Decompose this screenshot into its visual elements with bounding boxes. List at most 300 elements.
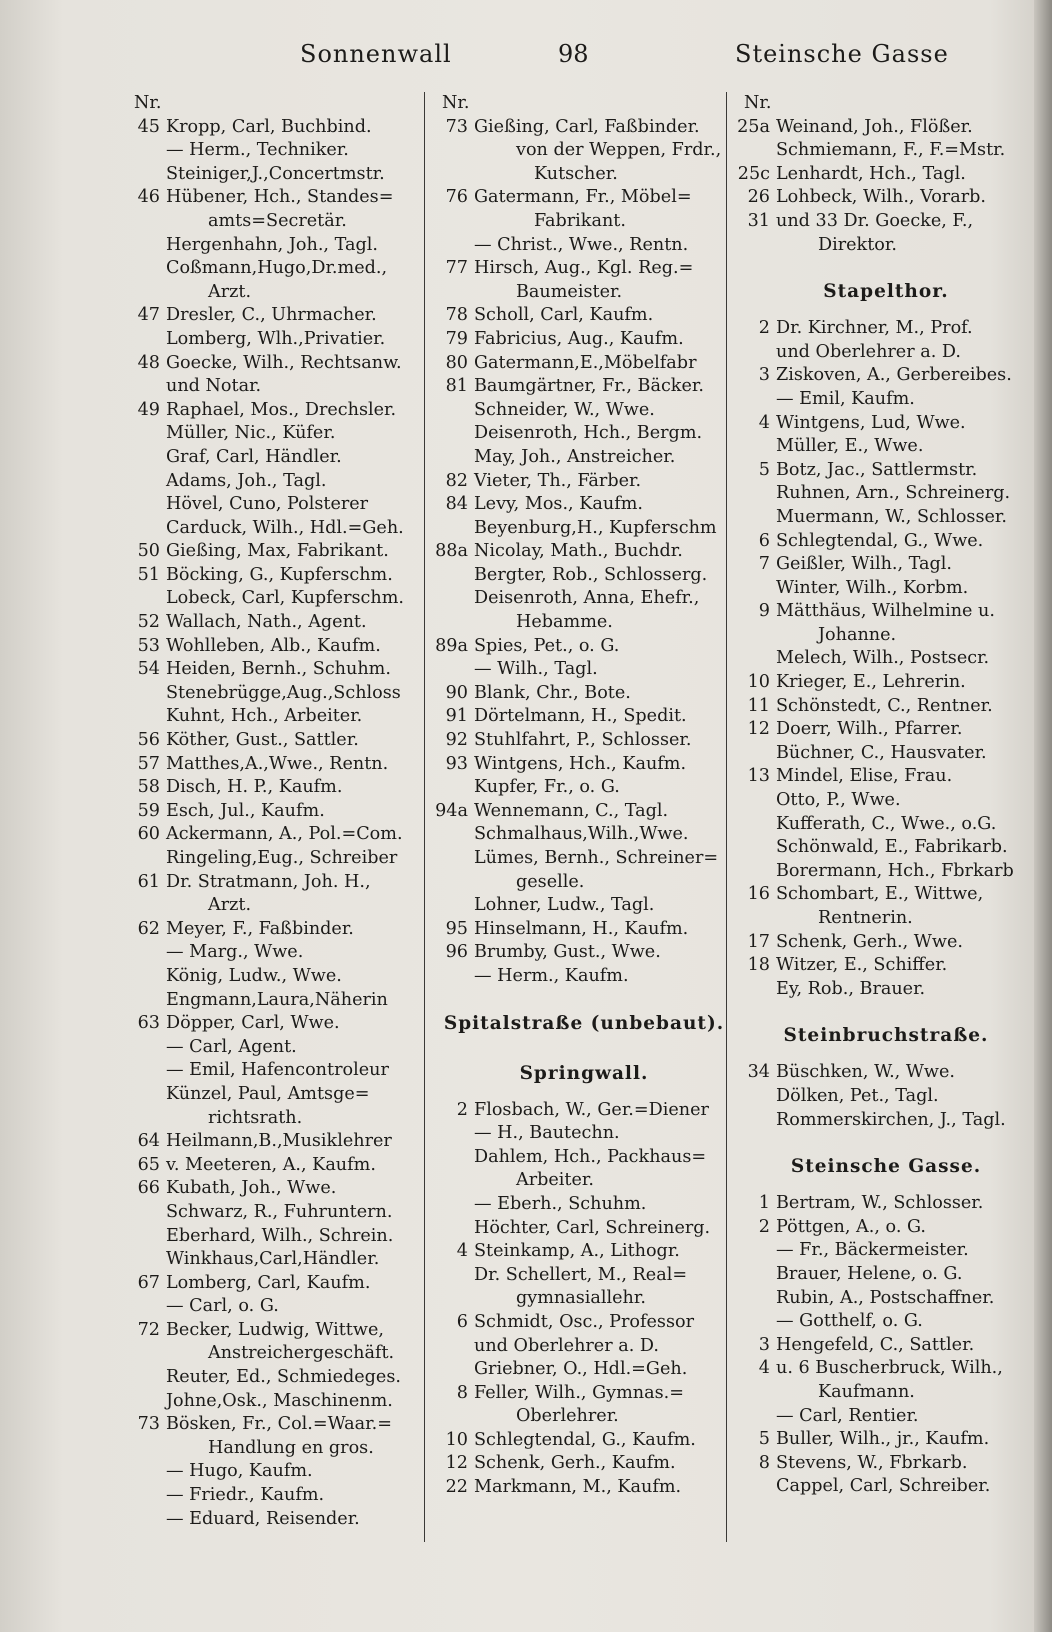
resident-text: Hövel, Cuno, Polsterer (166, 494, 369, 515)
directory-entry (736, 435, 1036, 459)
resident-text: Schneider, W., Wwe. (474, 399, 655, 420)
resident-text: und Oberlehrer a. D. (474, 1335, 659, 1356)
directory-entry (126, 1272, 426, 1296)
directory-entry (434, 1311, 734, 1335)
column-1 (126, 92, 426, 1531)
directory-entry (736, 116, 1036, 140)
directory-entry (434, 399, 734, 423)
entry-continuation: Kaufmann. (818, 1381, 915, 1402)
resident-text: — Carl, o. G. (166, 1296, 279, 1317)
resident-text: Kufferath, C., Wwe., o.G. (776, 813, 997, 834)
resident-text: Schönstedt, C., Rentner. (776, 695, 993, 716)
house-number: 93 (445, 753, 468, 774)
column-3 (736, 92, 1036, 1499)
directory-entry (736, 671, 1036, 695)
resident-text: Steiniger,J.,Concertmstr. (166, 163, 385, 184)
directory-entry (736, 813, 1036, 837)
resident-text: — Fr., Bäckermeister. (776, 1240, 969, 1261)
directory-entry (736, 506, 1036, 530)
house-number: 67 (137, 1272, 160, 1293)
resident-text: Coßmann,Hugo,Dr.med., (166, 258, 388, 279)
resident-text: Dr. Stratmann, Joh. H., (166, 871, 371, 892)
directory-entry (434, 1335, 734, 1359)
entry-continuation: amts=Secretär. (208, 210, 347, 231)
house-number: 60 (137, 824, 160, 845)
resident-text: Stenebrügge,Aug.,Schloss (166, 682, 401, 703)
directory-entry (126, 186, 426, 210)
house-number: 31 (747, 210, 770, 231)
directory-entry (434, 1217, 734, 1241)
house-number: 2 (758, 1216, 770, 1237)
resident-text: Dahlem, Hch., Packhaus= (474, 1146, 707, 1167)
directory-entry (126, 587, 426, 611)
section-spacer (434, 989, 734, 1009)
directory-entry (434, 1122, 734, 1146)
resident-text: Ruhnen, Arn., Schreinerg. (776, 483, 1011, 504)
directory-entry (736, 789, 1036, 813)
directory-entry (736, 530, 1036, 554)
resident-text: Heilmann,B.,Musiklehrer (166, 1131, 392, 1152)
directory-entry (434, 517, 734, 541)
resident-text: Steinkamp, A., Lithogr. (474, 1241, 680, 1262)
resident-text: Büchner, C., Hausvater. (776, 742, 987, 763)
house-number: 47 (137, 305, 160, 326)
resident-text: Schmiemann, F., F.=Mstr. (776, 140, 1006, 161)
running-header (0, 36, 1052, 76)
resident-text: v. Meeteren, A., Kaufm. (166, 1154, 376, 1175)
directory-entry (126, 800, 426, 824)
house-number: 17 (747, 931, 770, 952)
resident-text: Mätthäus, Wilhelmine u. (776, 601, 995, 622)
resident-text: Otto, P., Wwe. (776, 790, 901, 811)
header-right-street: Steinsche Gasse (735, 40, 949, 68)
directory-entry (126, 1083, 426, 1107)
directory-entry (736, 163, 1036, 187)
resident-text: Eberhard, Wilh., Schrein. (166, 1225, 394, 1246)
resident-text: Vieter, Th., Färber. (474, 470, 642, 491)
resident-text: Hinselmann, H., Kaufm. (474, 918, 689, 939)
resident-text: Schenk, Gerh., Wwe. (776, 931, 963, 952)
resident-text: Gatermann,E.,Möbelfabr (474, 352, 697, 373)
directory-entry (736, 647, 1036, 671)
directory-entry (736, 482, 1036, 506)
directory-entry (126, 965, 426, 989)
directory-entry (736, 459, 1036, 483)
directory-entry (736, 1085, 1036, 1109)
resident-text: Krieger, E., Lehrerin. (776, 672, 966, 693)
house-number: 54 (137, 659, 160, 680)
house-number: 57 (137, 753, 160, 774)
resident-text: Winkhaus,Carl,Händler. (166, 1249, 380, 1270)
house-number: 8 (758, 1452, 770, 1473)
directory-entry (434, 234, 734, 258)
resident-text: Doerr, Wilh., Pfarrer. (776, 719, 963, 740)
resident-text: Schmalhaus,Wilh.,Wwe. (474, 824, 689, 845)
directory-entry (126, 941, 426, 965)
house-number: 22 (445, 1477, 468, 1498)
directory-entry (126, 753, 426, 777)
house-number: 48 (137, 352, 160, 373)
directory-entry (434, 800, 734, 824)
resident-text: — Marg., Wwe. (166, 942, 304, 963)
directory-entry (126, 682, 426, 706)
resident-text: Lomberg, Wlh.,Privatier. (166, 328, 386, 349)
resident-text: Dörtelmann, H., Spedit. (474, 706, 687, 727)
directory-entry (434, 847, 734, 871)
resident-text: Flosbach, W., Ger.=Diener (474, 1099, 709, 1120)
directory-entry (736, 978, 1036, 1002)
directory-entry (736, 1216, 1036, 1240)
directory-entry (126, 493, 426, 517)
house-number: 51 (137, 564, 160, 585)
directory-entry (736, 186, 1036, 210)
directory-entry (126, 1390, 426, 1414)
house-number: 49 (137, 399, 160, 420)
resident-text: Brumby, Gust., Wwe. (474, 942, 661, 963)
resident-text: Lohbeck, Wilh., Vorarb. (776, 187, 986, 208)
house-number: 80 (445, 352, 468, 373)
directory-entry (126, 139, 426, 163)
directory-entry (434, 328, 734, 352)
resident-text: Böcking, G., Kupferschm. (166, 564, 393, 585)
directory-entry (434, 1146, 734, 1170)
street-section-heading: Steinbruchstraße. (783, 1025, 989, 1047)
directory-entry (736, 1263, 1036, 1287)
entry-continuation: gymnasiallehr. (516, 1288, 646, 1309)
directory-entry (736, 883, 1036, 907)
street-section-heading: Stapelthor. (823, 281, 949, 303)
directory-entry (736, 931, 1036, 955)
directory-entry (434, 705, 734, 729)
resident-text: — H., Bautechn. (474, 1123, 620, 1144)
house-number: 7 (758, 554, 770, 575)
resident-text: Disch, H. P., Kaufm. (166, 777, 343, 798)
directory-entry (126, 1295, 426, 1319)
resident-text: Melech, Wilh., Postsecr. (776, 648, 990, 669)
resident-text: Dr. Schellert, M., Real= (474, 1264, 688, 1285)
directory-entry (736, 139, 1036, 163)
house-number: 3 (758, 1334, 770, 1355)
entry-continuation: Fabrikant. (534, 210, 626, 231)
directory-entry (736, 836, 1036, 860)
street-section-heading: Steinsche Gasse. (790, 1156, 982, 1178)
directory-entry (736, 954, 1036, 978)
directory-entry (434, 375, 734, 399)
house-number: 77 (445, 258, 468, 279)
directory-entry (434, 1452, 734, 1476)
directory-entry (434, 1429, 734, 1453)
directory-entry (736, 860, 1036, 884)
house-number: 10 (747, 672, 770, 693)
directory-entry (736, 1192, 1036, 1216)
directory-entry (126, 1036, 426, 1060)
directory-entry (736, 364, 1036, 388)
header-left-street: Sonnenwall (300, 40, 452, 68)
resident-text: Lümes, Bernh., Schreiner= (474, 848, 719, 868)
resident-text: Blank, Chr., Bote. (474, 682, 631, 703)
resident-text: Döpper, Carl, Wwe. (166, 1013, 340, 1034)
resident-text: Spies, Pet., o. G. (474, 635, 620, 656)
house-number: 13 (747, 766, 770, 787)
entry-continuation: geselle. (516, 871, 585, 892)
resident-text: Wintgens, Hch., Kaufm. (474, 753, 687, 774)
resident-text: Becker, Ludwig, Wittwe, (166, 1319, 384, 1340)
resident-text: Meyer, F., Faßbinder. (166, 918, 354, 939)
entry-continuation: Direktor. (818, 234, 897, 255)
resident-text: Esch, Jul., Kaufm. (166, 800, 325, 821)
directory-entry (434, 540, 734, 564)
directory-entry (126, 1130, 426, 1154)
directory-entry (434, 918, 734, 942)
directory-entry (736, 210, 1036, 234)
resident-text: Lobeck, Carl, Kupferschm. (166, 588, 404, 609)
directory-entry (434, 116, 734, 140)
house-number: 76 (445, 187, 468, 208)
house-number: 16 (747, 884, 770, 905)
resident-text: Scholl, Carl, Kaufm. (474, 305, 654, 326)
column-number-heading: Nr. (134, 93, 162, 113)
resident-text: — Eduard, Reisender. (166, 1508, 360, 1529)
resident-text: Schmidt, Osc., Professor (474, 1311, 694, 1332)
directory-entry (126, 823, 426, 847)
resident-text: Stevens, W., Fbrkarb. (776, 1452, 968, 1473)
resident-text: Wallach, Nath., Agent. (166, 612, 367, 633)
section-spacer (736, 1001, 1036, 1021)
resident-text: — Emil, Hafencontroleur (166, 1060, 389, 1081)
directory-entry (126, 1508, 426, 1532)
resident-text: — Wilh., Tagl. (474, 659, 598, 680)
house-number: 25c (737, 163, 770, 184)
resident-text: Botz, Jac., Sattlermstr. (776, 459, 978, 480)
resident-text: Dölken, Pet., Tagl. (776, 1085, 939, 1106)
entry-continuation: Baumeister. (516, 281, 623, 302)
directory-entry (126, 470, 426, 494)
resident-text: Lohner, Ludw., Tagl. (474, 895, 655, 916)
directory-entry (126, 446, 426, 470)
house-number: 10 (445, 1429, 468, 1450)
section-spacer (434, 1089, 734, 1099)
resident-text: Müller, E., Wwe. (776, 436, 924, 457)
house-number: 1 (758, 1193, 770, 1214)
directory-entry (736, 742, 1036, 766)
resident-text: Buller, Wilh., jr., Kaufm. (776, 1429, 990, 1450)
house-number: 61 (137, 871, 160, 892)
house-number: 12 (445, 1453, 468, 1474)
resident-text: und 33 Dr. Goecke, F., (776, 210, 974, 231)
resident-text: Markmann, M., Kaufm. (474, 1477, 682, 1498)
resident-text: Reuter, Ed., Schmiedeges. (166, 1367, 401, 1388)
column-number-heading: Nr. (744, 93, 772, 113)
entry-continuation: Rentnerin. (818, 908, 913, 928)
directory-entry (736, 765, 1036, 789)
resident-text: Adams, Joh., Tagl. (166, 470, 327, 491)
directory-entry (434, 1358, 734, 1382)
house-number: 92 (445, 730, 468, 751)
house-number: 3 (758, 365, 770, 386)
directory-entry (126, 1059, 426, 1083)
directory-entry (126, 234, 426, 258)
resident-text: Schönwald, E., Fabrikarb. (776, 837, 1008, 858)
resident-text: Raphael, Mos., Drechsler. (166, 399, 397, 420)
resident-text: Gießing, Carl, Faßbinder. (474, 116, 700, 137)
resident-text: Pöttgen, A., o. G. (776, 1216, 927, 1237)
page-number: 98 (558, 40, 589, 68)
directory-entry (434, 753, 734, 777)
directory-entry (126, 257, 426, 281)
directory-entry (126, 1154, 426, 1178)
resident-text: Nicolay, Math., Buchdr. (474, 541, 683, 562)
resident-text: Künzel, Paul, Amtsge= (166, 1083, 370, 1104)
column-number-heading: Nr. (442, 93, 470, 113)
directory-entry (434, 352, 734, 376)
directory-entry (126, 918, 426, 942)
directory-entry (126, 163, 426, 187)
resident-text: Lenhardt, Hch., Tagl. (776, 163, 966, 184)
resident-text: May, Joh., Anstreicher. (474, 446, 676, 467)
resident-text: Johne,Osk., Maschinenm. (166, 1390, 393, 1411)
directory-entry (126, 328, 426, 352)
resident-text: Griebner, O., Hdl.=Geh. (474, 1359, 688, 1380)
street-section-heading: Spitalstraße (unbebaut). (443, 1012, 725, 1034)
directory-entry (434, 186, 734, 210)
directory-entry (736, 1109, 1036, 1133)
directory-entry (434, 776, 734, 800)
resident-text: Ey, Rob., Brauer. (776, 978, 926, 999)
resident-text: Carduck, Wilh., Hdl.=Geh. (166, 517, 404, 538)
section-spacer (736, 1051, 1036, 1061)
directory-entry (126, 847, 426, 871)
house-number: 65 (137, 1154, 160, 1175)
house-number: 6 (456, 1311, 468, 1332)
resident-text: — Carl, Rentier. (776, 1405, 919, 1426)
directory-entry (736, 600, 1036, 624)
house-number: 88a (435, 541, 468, 562)
directory-entry (126, 989, 426, 1013)
house-number: 62 (137, 918, 160, 939)
house-number: 4 (758, 1358, 770, 1379)
resident-text: Weinand, Joh., Flößer. (776, 116, 973, 137)
directory-entry (434, 1264, 734, 1288)
house-number: 91 (445, 706, 468, 727)
resident-text: Beyenburg,H., Kupferschm (474, 517, 717, 538)
directory-entry (126, 116, 426, 140)
resident-text: Engmann,Laura,Näherin (166, 989, 388, 1010)
resident-text: Mindel, Elise, Frau. (776, 766, 953, 787)
house-number: 4 (758, 412, 770, 433)
directory-entry (434, 564, 734, 588)
directory-entry (126, 1225, 426, 1249)
directory-entry (434, 1193, 734, 1217)
directory-entry (736, 317, 1036, 341)
directory-entry (126, 375, 426, 399)
resident-text: Wintgens, Lud, Wwe. (776, 412, 966, 433)
directory-entry (736, 1061, 1036, 1085)
house-number: 96 (445, 942, 468, 963)
resident-text: Dr. Kirchner, M., Prof. (776, 318, 973, 339)
house-number: 2 (456, 1099, 468, 1120)
house-number: 64 (137, 1131, 160, 1152)
resident-text: Lomberg, Carl, Kaufm. (166, 1272, 371, 1293)
resident-text: Kuhnt, Hch., Arbeiter. (166, 706, 363, 727)
directory-entry (736, 695, 1036, 719)
directory-entry (126, 635, 426, 659)
section-spacer (736, 257, 1036, 277)
house-number: 58 (137, 777, 160, 798)
resident-text: Deisenroth, Hch., Bergm. (474, 423, 703, 444)
resident-text: König, Ludw., Wwe. (166, 965, 342, 986)
directory-entry (126, 871, 426, 895)
entry-continuation: von der Weppen, Frdr., (516, 140, 722, 161)
resident-text: Köther, Gust., Sattler. (166, 730, 359, 751)
house-number: 79 (445, 328, 468, 349)
resident-text: Stuhlfahrt, P., Schlosser. (474, 730, 692, 751)
directory-entry (126, 517, 426, 541)
entry-continuation: Handlung en gros. (208, 1437, 374, 1458)
resident-text: Baumgärtner, Fr., Bäcker. (474, 376, 704, 397)
directory-entry (126, 564, 426, 588)
directory-entry (126, 705, 426, 729)
house-number: 26 (747, 187, 770, 208)
resident-text: — Herm., Kaufm. (474, 965, 629, 986)
resident-text: — Gotthelf, o. G. (776, 1311, 923, 1332)
entry-continuation: Arzt. (208, 895, 252, 916)
page-edge-shadow (1034, 0, 1052, 1632)
directory-entry (736, 1452, 1036, 1476)
house-number: 25a (737, 116, 770, 137)
house-number: 66 (137, 1178, 160, 1199)
directory-entry (736, 718, 1036, 742)
resident-text: Winter, Wilh., Korbm. (776, 577, 969, 598)
resident-text: Heiden, Bernh., Schuhm. (166, 659, 391, 680)
directory-entry (434, 304, 734, 328)
directory-entry (434, 894, 734, 918)
directory-entry (126, 399, 426, 423)
section-spacer (736, 1182, 1036, 1192)
street-section-heading: Springwall. (519, 1062, 649, 1084)
house-number: 34 (747, 1062, 770, 1083)
directory-entry (434, 1240, 734, 1264)
directory-entry (126, 1319, 426, 1343)
directory-entry (736, 553, 1036, 577)
house-number: 53 (137, 635, 160, 656)
directory-entry (736, 1239, 1036, 1263)
directory-entry (736, 1357, 1036, 1381)
directory-entry (434, 257, 734, 281)
resident-text: Bergter, Rob., Schlosserg. (474, 564, 708, 585)
house-number: 56 (137, 730, 160, 751)
resident-text: — Carl, Agent. (166, 1036, 297, 1057)
directory-entry (434, 941, 734, 965)
directory-entry (126, 1366, 426, 1390)
resident-text: Wennemann, C., Tagl. (474, 800, 669, 821)
directory-entry (736, 341, 1036, 365)
directory-entry (126, 776, 426, 800)
house-number: 81 (445, 376, 468, 397)
resident-text: Matthes,A.,Wwe., Rentn. (166, 753, 389, 774)
resident-text: Hengefeld, C., Sattler. (776, 1334, 975, 1355)
resident-text: Geißler, Wilh., Tagl. (776, 554, 953, 575)
resident-text: Büschken, W., Wwe. (776, 1062, 955, 1083)
house-number: 8 (456, 1382, 468, 1403)
entry-continuation: Anstreichergeschäft. (208, 1343, 395, 1364)
resident-text: Gießing, Max, Fabrikant. (166, 541, 389, 562)
entry-continuation: Hebamme. (516, 612, 613, 633)
directory-entry (126, 611, 426, 635)
resident-text: Deisenroth, Anna, Ehefr., (474, 588, 700, 609)
directory-entry (434, 1099, 734, 1123)
resident-text: Brauer, Helene, o. G. (776, 1263, 963, 1284)
resident-text: Schenk, Gerh., Kaufm. (474, 1453, 676, 1474)
